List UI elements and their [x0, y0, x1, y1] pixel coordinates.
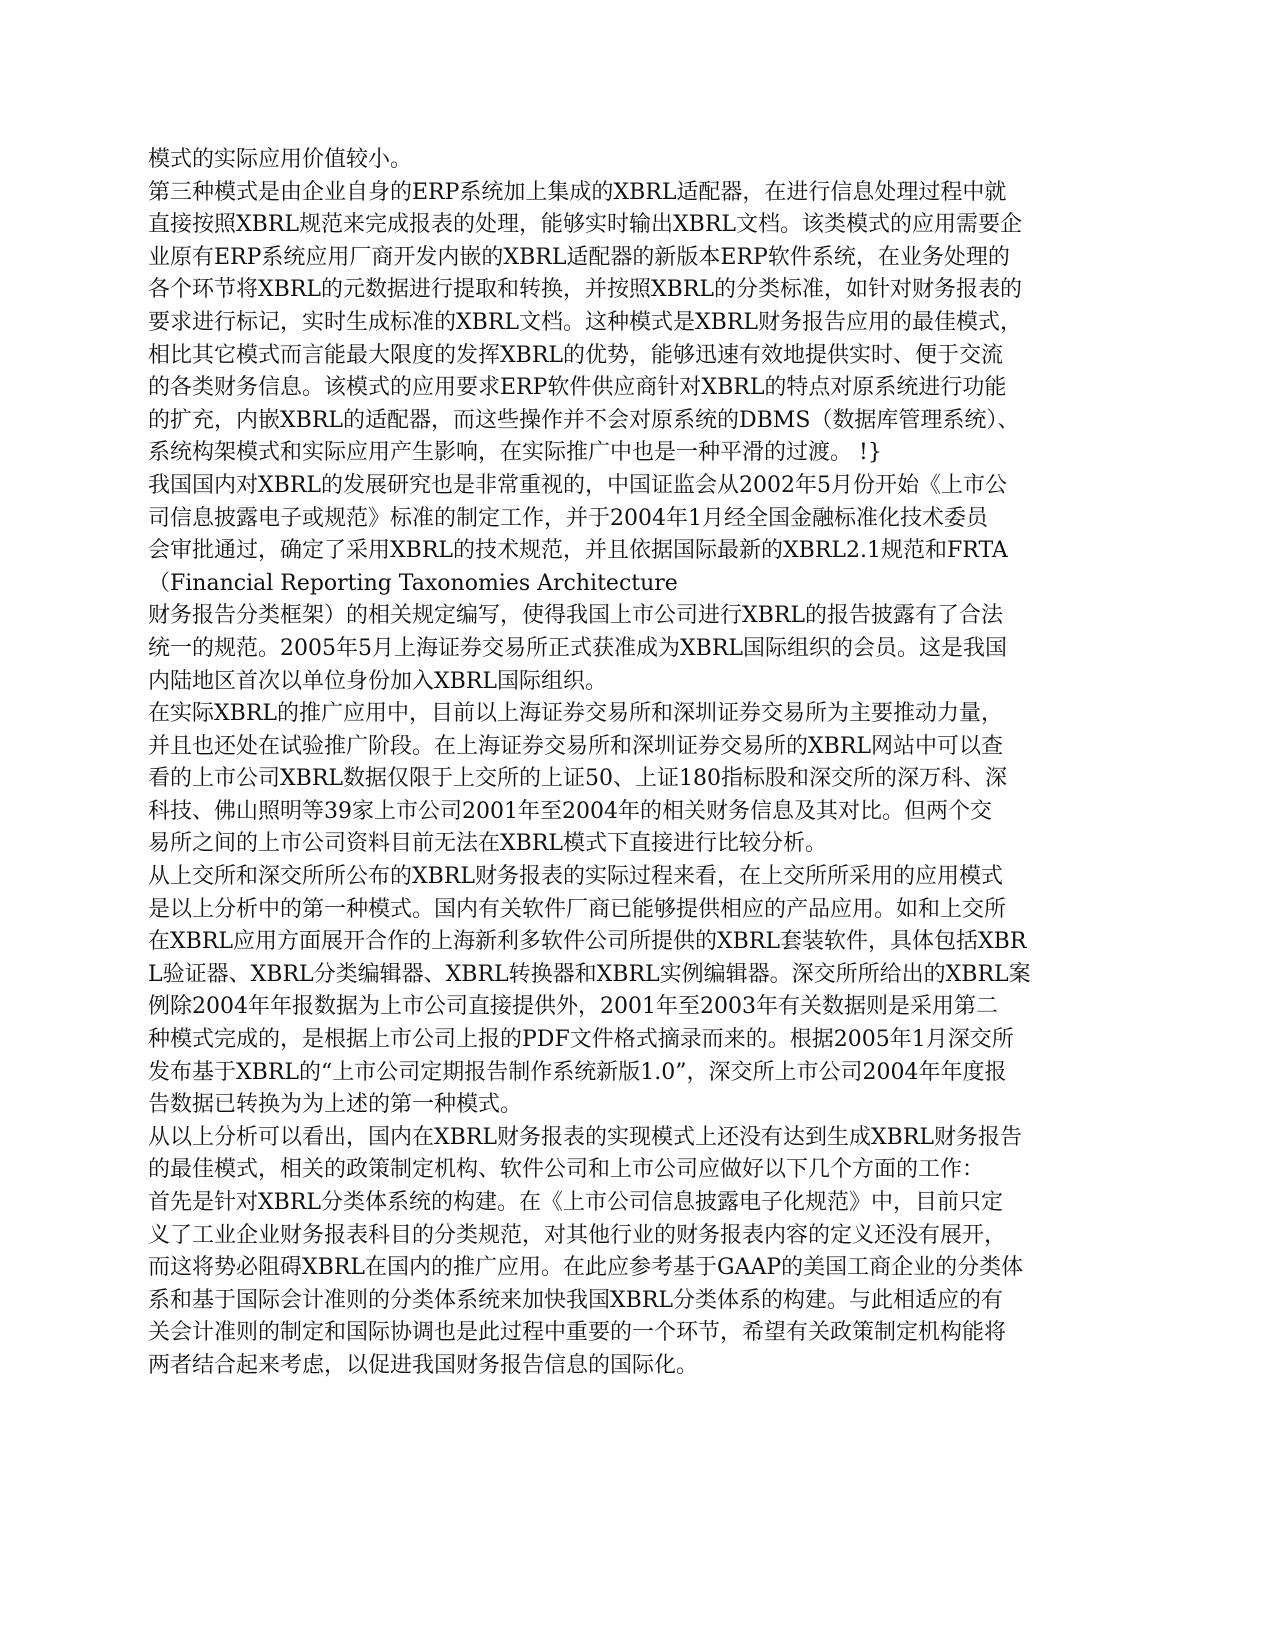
text-line: 并且也还处在试验推广阶段。在上海证券交易所和深圳证券交易所的XBRL网站中可以查	[148, 733, 1004, 759]
text-line: 的各类财务信息。该模式的应用要求ERP软件供应商针对XBRL的特点对原系统进行功能	[148, 375, 1007, 401]
text-line: 看的上市公司XBRL数据仅限于上交所的上证50、上证180指标股和深交所的深万科、深	[148, 766, 1007, 792]
text-line: 司信息披露电子或规范》标准的制定工作，并于2004年1月经全国金融标准化技术委员	[148, 505, 988, 531]
text-line: 例除2004年年报数据为上市公司直接提供外，2001年至2003年有关数据则是采用第二	[148, 994, 998, 1020]
text-line: 义了工业企业财务报表科目的分类规范，对其他行业的财务报表内容的定义还没有展开，	[148, 1222, 1007, 1248]
text-line: 关会计准则的制定和国际协调也是此过程中重要的一个环节，希望有关政策制定机构能将	[148, 1320, 1007, 1346]
text-line: 两者结合起来考虑，以促进我国财务报告信息的国际化。	[148, 1352, 699, 1378]
text-line: 的最佳模式，相关的政策制定机构、软件公司和上市公司应做好以下几个方面的工作：	[148, 1157, 985, 1183]
text-line: 是以上分析中的第一种模式。国内有关软件厂商已能够提供相应的产品应用。如和上交所	[148, 896, 1007, 922]
text-line: 各个环节将XBRL的元数据进行提取和转换，并按照XBRL的分类标准，如针对财务报表的	[148, 277, 1023, 303]
text-line: 从上交所和深交所所公布的XBRL财务报表的实际过程来看，在上交所所采用的应用模式	[148, 864, 1004, 890]
text-line: 易所之间的上市公司资料目前无法在XBRL模式下直接进行比较分析。	[148, 831, 828, 857]
text-line: 首先是针对XBRL分类体系统的构建。在《上市公司信息披露电子化规范》中，目前只定	[148, 1190, 1004, 1215]
text-line: L验证器、XBRL分类编辑器、XBRL转换器和XBRL实例编辑器。深交所所给出的XBRL案	[148, 961, 1031, 987]
text-line: 系和基于国际会计准则的分类体系统来加快我国XBRL分类体系的构建。与此相适应的有	[148, 1287, 1004, 1313]
text-line: 发布基于XBRL的“上市公司定期报告制作系统新版1.0”，深交所上市公司2004年年度报	[148, 1059, 1007, 1085]
document-page	[148, 144, 1088, 1383]
text-line: 从以上分析可以看出，国内在XBRL财务报表的实现模式上还没有达到生成XBRL财务报告	[148, 1124, 1023, 1150]
text-line: 会审批通过，确定了采用XBRL的技术规范，并且依据国际最新的XBRL2.1规范和FRTA	[148, 538, 1008, 564]
text-line: 系统构架模式和实际应用产生影响，在实际推广中也是一种平滑的过渡。 !}	[148, 440, 882, 466]
text-line: 在实际XBRL的推广应用中，目前以上海证券交易所和深圳证券交易所为主要推动力量，	[148, 701, 1004, 727]
text-line: 相比其它模式而言能最大限度的发挥XBRL的优势，能够迅速有效地提供实时、便于交流	[148, 342, 1004, 368]
text-line: 在XBRL应用方面展开合作的上海新利多软件公司所提供的XBRL套装软件，具体包括XBR	[148, 929, 1027, 955]
text-line: 我国国内对XBRL的发展研究也是非常重视的，中国证监会从2002年5月份开始《上市公	[148, 472, 1007, 498]
text-line: 模式的实际应用价值较小。	[148, 147, 413, 172]
text-line: 而这将势必阻碍XBRL在国内的推广应用。在此应参考基于GAAP的美国工商企业的分类体	[148, 1255, 1024, 1281]
text-line: 的扩充，内嵌XBRL的适配器，而这些操作并不会对原系统的DBMS（数据库管理系统）、	[148, 407, 1020, 433]
text-line: 业原有ERP系统应用厂商开发内嵌的XBRL适配器的新版本ERP软件系统，在业务处理的	[148, 244, 1010, 270]
text-line: （Financial Reporting Taxonomies Architecture	[148, 570, 678, 596]
text-line: 科技、佛山照明等39家上市公司2001年至2004年的相关财务信息及其对比。但两个交	[148, 798, 992, 824]
text-line: 直接按照XBRL规范来完成报表的处理，能够实时输出XBRL文档。该类模式的应用需要企	[148, 212, 1023, 238]
text-line: 种模式完成的，是根据上市公司上报的PDF文件格式摘录而来的。根据2005年1月深交所	[148, 1027, 1014, 1053]
text-line: 内陆地区首次以单位身份加入XBRL国际组织。	[148, 668, 608, 694]
text-line: 第三种模式是由企业自身的ERP系统加上集成的XBRL适配器，在进行信息处理过程中就	[148, 179, 1007, 205]
text-line: 告数据已转换为为上述的第一种模式。	[148, 1092, 523, 1118]
text-line: 财务报告分类框架）的相关规定编写，使得我国上市公司进行XBRL的报告披露有了合法	[148, 603, 1004, 629]
text-line: 统一的规范。2005年5月上海证券交易所正式获准成为XBRL国际组织的会员。这是我国	[148, 635, 1007, 661]
text-line: 要求进行标记，实时生成标准的XBRL文档。这种模式是XBRL财务报告应用的最佳模式，	[148, 309, 1023, 335]
